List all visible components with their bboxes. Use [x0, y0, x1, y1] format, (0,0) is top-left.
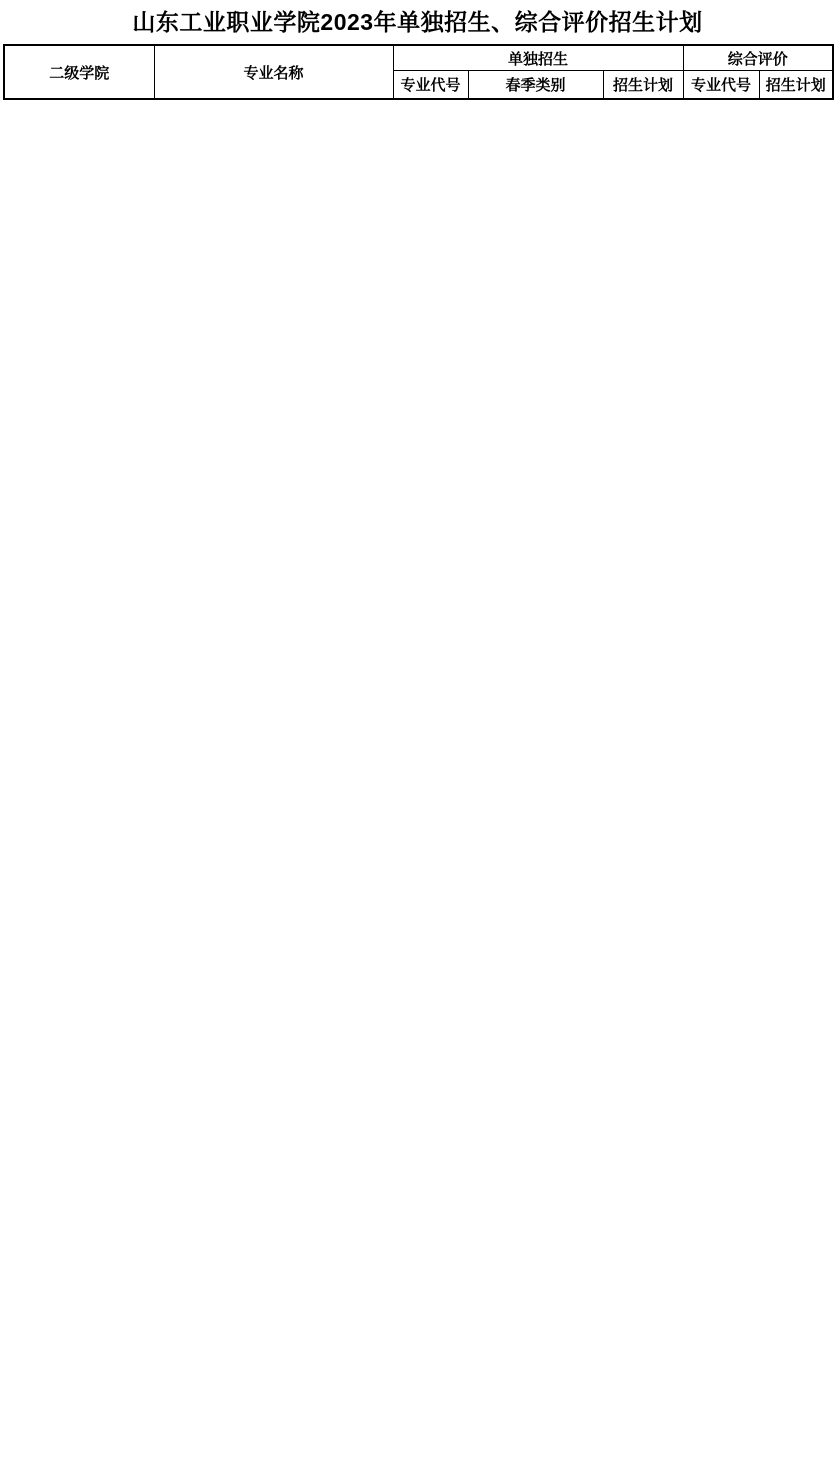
header-separate-group: 单独招生	[393, 45, 683, 71]
page-title: 山东工业职业学院2023年单独招生、综合评价招生计划	[132, 9, 703, 35]
header-comprehensive-group: 综合评价	[683, 45, 833, 71]
header-major: 专业名称	[154, 45, 393, 99]
header-row-groups	[4, 45, 833, 71]
header-sep-category: 春季类别	[468, 71, 603, 100]
header-comp-code: 专业代号	[683, 71, 759, 100]
header-college: 二级学院	[4, 45, 154, 99]
header-sep-plan: 招生计划	[603, 71, 683, 100]
table-header	[4, 45, 833, 99]
header-comp-plan: 招生计划	[759, 71, 833, 100]
header-sep-code: 专业代号	[393, 71, 468, 100]
admission-plan-table	[3, 44, 834, 100]
